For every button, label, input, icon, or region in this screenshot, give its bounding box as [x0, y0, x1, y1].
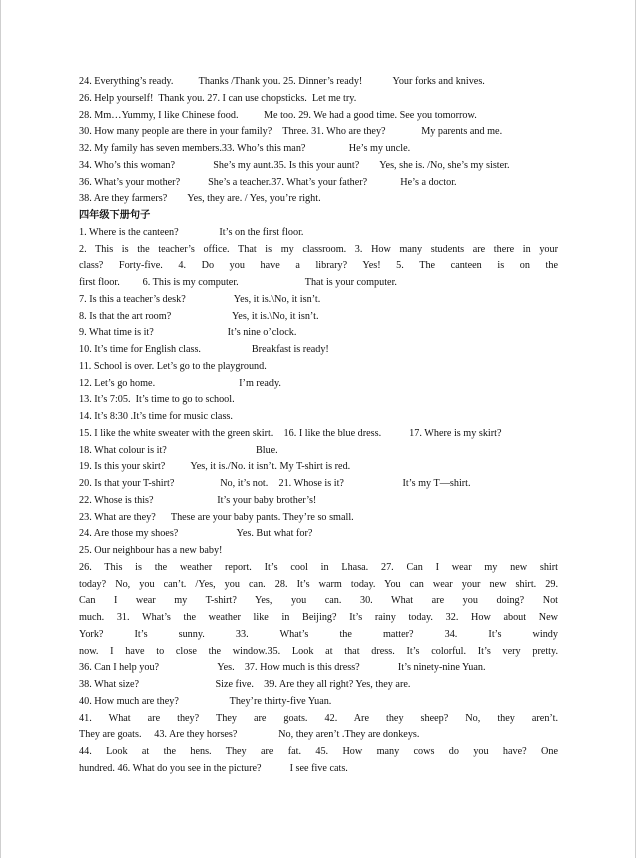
text-line: 12. Let’s go home. I’m ready. [79, 377, 281, 389]
text-line: 10. It’s time for English class. Breakfast is ready! [79, 344, 329, 355]
text-line: 25. Our neighbour has a new baby! [79, 545, 223, 556]
text-line: 26. This is the weather report. It’s cool in Lhasa. 27. Can I wear my new shirt [79, 561, 558, 573]
text-line: 36. Can I help you? Yes. 37. How much is this dress? It’s ninety-nine Yuan. [79, 662, 486, 674]
text-line: 14. It’s 8:30 .It’s time for music class. [79, 411, 233, 422]
text-line: They are goats. 43. Are they horses? No, they aren’t .They are donkeys. [79, 729, 420, 741]
text-line: first floor. 6. This is my computer. That is your computer. [79, 277, 397, 288]
text-line: 11. School is over. Let’s go to the playground. [79, 360, 267, 372]
text-line: 44. Look at the hens. They are fat. 45. How many cows do you have? One [79, 746, 558, 757]
text-line: 9. What time is it? It’s nine o’clock. [79, 327, 297, 339]
text-line: 32. My family has seven members.33. Who’s this man? He’s my uncle. [79, 143, 411, 154]
text-line: 30. How many people are there in your family? Three. 31. Who are they? My parents and me. [79, 126, 503, 138]
text-line: today? No, you can’t. /Yes, you can. 28. It’s warm today. You can wear your new shirt. 29. [79, 578, 558, 590]
text-line: 23. What are they? These are your baby pants. They’re so small. [79, 511, 354, 523]
text-line: class? Forty-five. 4. Do you have a library? Yes! 5. The canteen is on the [79, 260, 558, 272]
document-body [79, 74, 558, 778]
text-line: Can I wear my T-shirt? Yes, you can. 30. What are you doing? Not [79, 595, 558, 607]
text-line: 40. How much are they? They’re thirty-five Yuan. [79, 695, 332, 707]
text-line: now. I have to close the window.35. Look at that dress. It’s colorful. It’s very pretty. [79, 645, 558, 657]
text-line: 38. What size? Size five. 39. Are they all right? Yes, they are. [79, 679, 411, 690]
text-line: 7. Is this a teacher’s desk? Yes, it is.\No, it isn’t. [79, 293, 321, 305]
text-line: 34. Who’s this woman? She’s my aunt.35. Is this your aunt? Yes, she is. /No, she’s my sister. [79, 159, 510, 171]
text-line: 1. Where is the canteen? It’s on the first floor. [79, 226, 304, 238]
text-line: hundred. 46. What do you see in the picture? I see five cats. [79, 762, 348, 774]
section-heading: 四年级下册句子 [79, 210, 151, 221]
text-line: 38. Are they farmers? Yes, they are. / Yes, you’re right. [79, 193, 321, 205]
text-line: 26. Help yourself! Thank you. 27. I can use chopsticks. Let me try. [79, 92, 357, 104]
text-line: York? It’s sunny. 33. What’s the matter? 34. It’s windy [79, 628, 558, 640]
text-line: 2. This is the teacher’s office. That is my classroom. 3. How many students are there in your [79, 243, 558, 255]
text-line: 13. It’s 7:05. It’s time to go to school. [79, 394, 235, 406]
text-line: 24. Are those my shoes? Yes. But what for? [79, 528, 313, 540]
text-line: 15. I like the white sweater with the green skirt. 16. I like the blue dress. 17. Where is my skirt? [79, 427, 502, 439]
text-line: 18. What colour is it? Blue. [79, 444, 278, 456]
text-line: 8. Is that the art room? Yes, it is.\No, it isn’t. [79, 310, 319, 322]
text-line: 19. Is this your skirt? Yes, it is./No. it isn’t. My T-shirt is red. [79, 461, 351, 473]
text-line: 20. Is that your T-shirt? No, it’s not. 21. Whose is it? It’s my T—shirt. [79, 478, 471, 489]
text-line: 28. Mm…Yummy, I like Chinese food. Me too. 29. We had a good time. See you tomorrow. [79, 109, 477, 121]
text-line: 22. Whose is this? It’s your baby brother’s! [79, 494, 317, 506]
text-line: 36. What’s your mother? She’s a teacher.37. What’s your father? He’s a doctor. [79, 176, 457, 188]
text-line: 41. What are they? They are goats. 42. Are they sheep? No, they aren’t. [79, 712, 558, 724]
text-line: much. 31. What’s the weather like in Beijing? It’s rainy today. 32. How about New [79, 612, 558, 623]
text-line: 24. Everything’s ready. Thanks /Thank you. 25. Dinner’s ready! Your forks and knives. [79, 76, 485, 87]
